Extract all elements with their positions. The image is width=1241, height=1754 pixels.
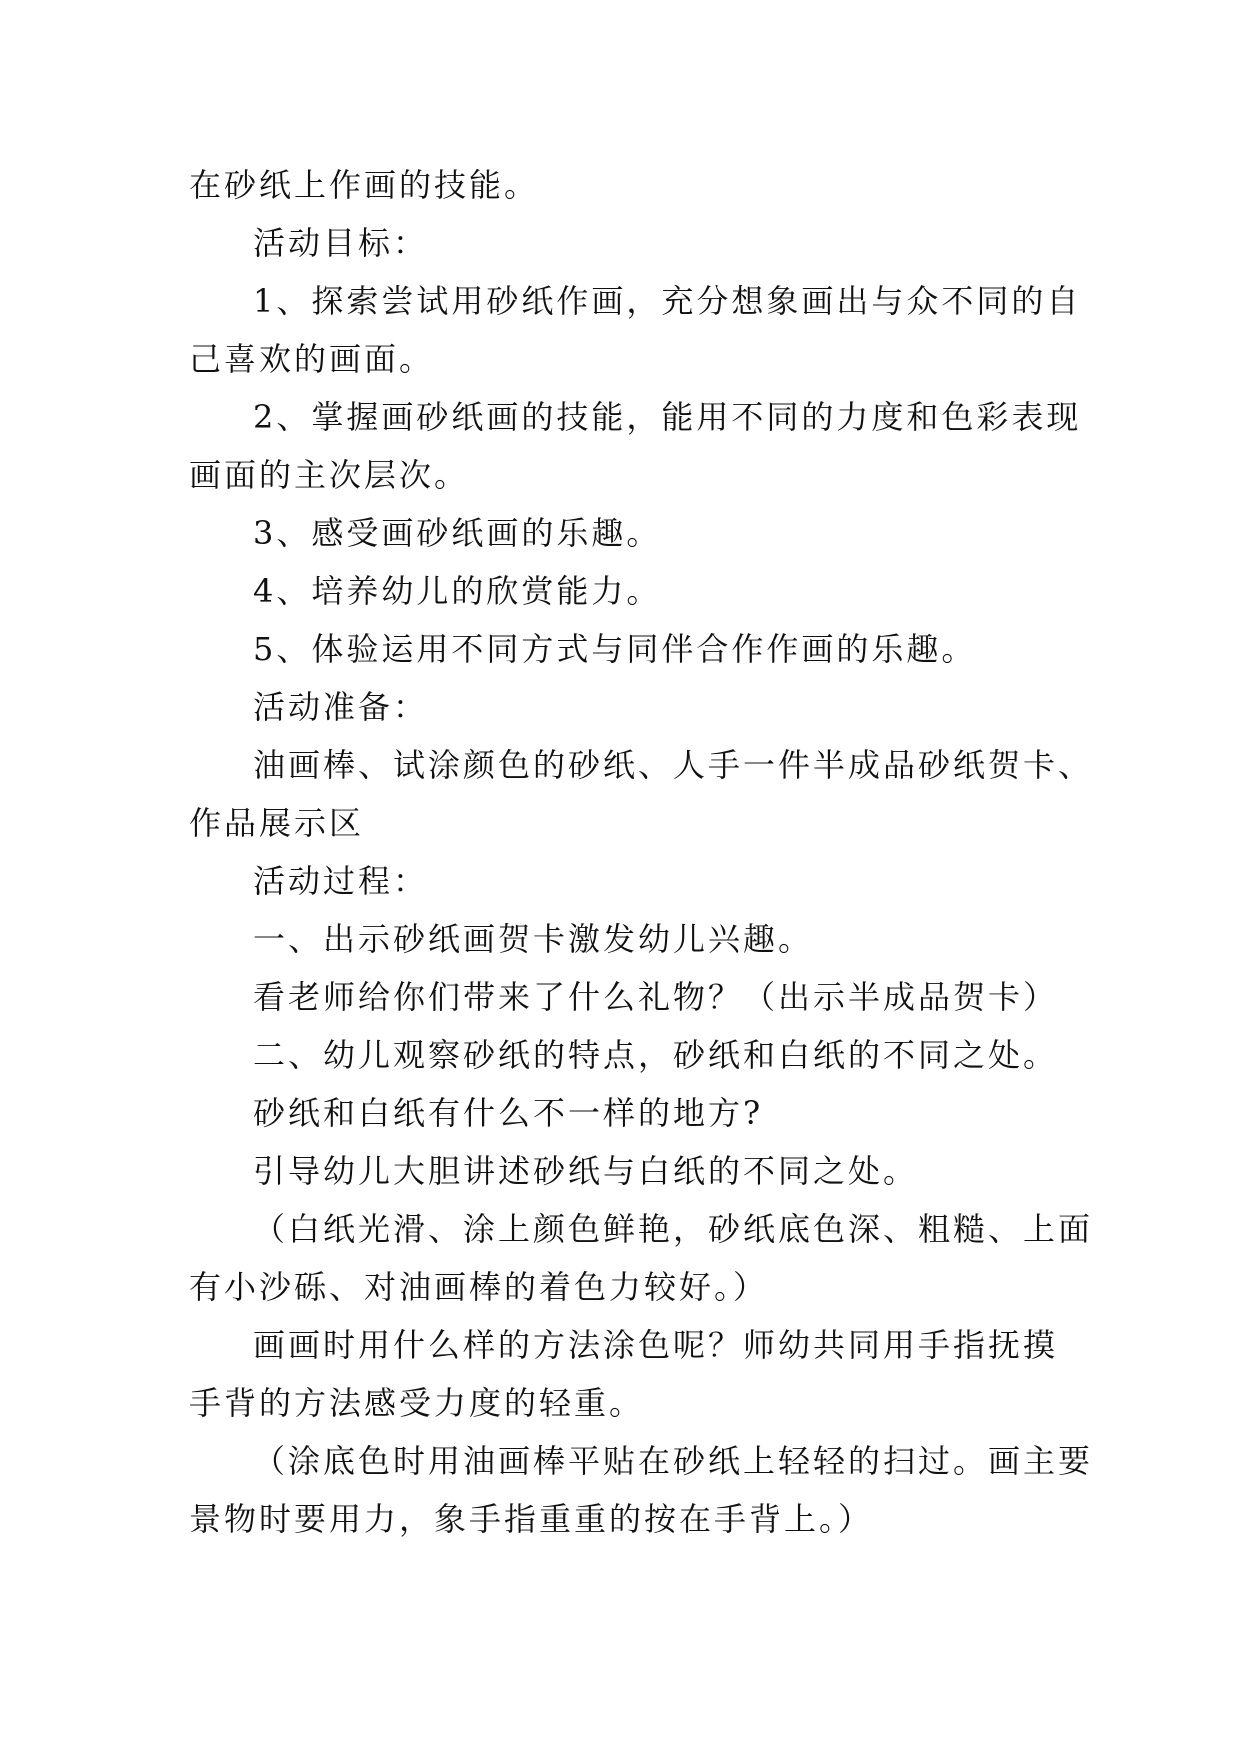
goal-item-2: 2、掌握画砂纸画的技能，能用不同的力度和色彩表现 (253, 398, 1082, 436)
goal-item-3: 3、感受画砂纸画的乐趣。 (253, 514, 662, 552)
section-heading-process: 活动过程： (253, 862, 429, 900)
text-line: 砂纸和白纸有什么不一样的地方? (253, 1094, 764, 1132)
text-line: 在砂纸上作画的技能。 (189, 166, 540, 204)
text-line: 有小沙砾、对油画棒的着色力较好。） (189, 1268, 769, 1306)
text-line: （白纸光滑、涂上颜色鲜艳，砂纸底色深、粗糙、上面 (253, 1210, 1094, 1248)
text-line: 画画时用什么样的方法涂色呢？师幼共同用手指抚摸 (253, 1326, 1059, 1364)
text-line: 景物时要用力，象手指重重的按在手背上。） (189, 1500, 874, 1538)
text-line: 画面的主次层次。 (189, 456, 470, 494)
goal-item-1: 1、探索尝试用砂纸作画，充分想象画出与众不同的自 (253, 282, 1082, 320)
text-line: 己喜欢的画面。 (189, 340, 435, 378)
process-step-2: 二、幼儿观察砂纸的特点，砂纸和白纸的不同之处。 (253, 1036, 1059, 1074)
text-line: 引导幼儿大胆讲述砂纸与白纸的不同之处。 (253, 1152, 919, 1190)
text-line: （涂底色时用油画棒平贴在砂纸上轻轻的扫过。画主要 (253, 1442, 1094, 1480)
text-line: 作品展示区 (189, 804, 365, 842)
goal-item-4: 4、培养幼儿的欣赏能力。 (253, 572, 662, 610)
section-heading-preparation: 活动准备： (253, 688, 429, 726)
document-body (189, 156, 1094, 1548)
text-line: 手背的方法感受力度的轻重。 (189, 1384, 645, 1422)
text-line: 看老师给你们带来了什么礼物？（出示半成品贺卡） (253, 978, 1059, 1016)
process-step-1: 一、出示砂纸画贺卡激发幼儿兴趣。 (253, 920, 814, 958)
preparation-text: 油画棒、试涂颜色的砂纸、人手一件半成品砂纸贺卡、 (253, 746, 1094, 784)
section-heading-goals: 活动目标： (253, 224, 429, 262)
goal-item-5: 5、体验运用不同方式与同伴合作作画的乐趣。 (253, 630, 977, 668)
